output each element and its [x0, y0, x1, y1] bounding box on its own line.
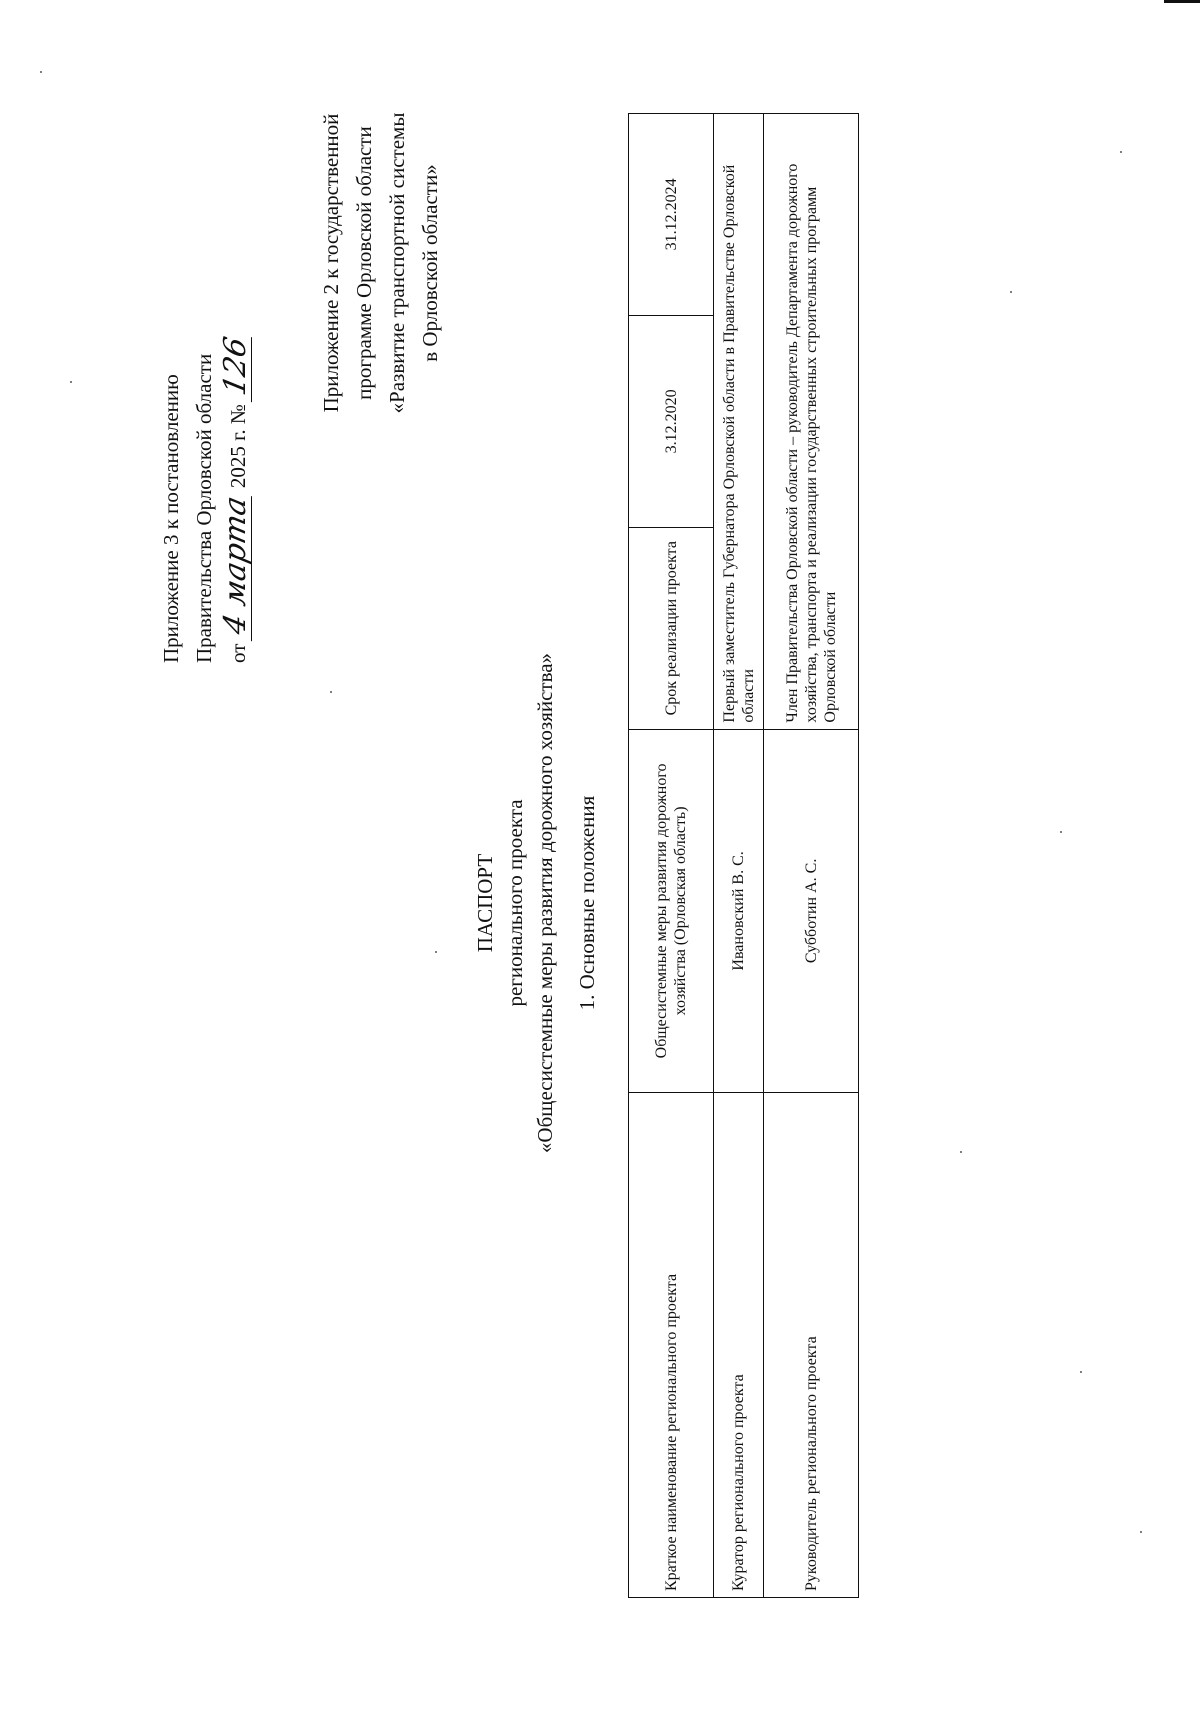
- term-label: Срок реализации проекта: [629, 527, 714, 729]
- scan-speck: [70, 381, 72, 383]
- basic-provisions-table: [628, 113, 859, 1598]
- date-prefix: от: [226, 643, 250, 663]
- appendix-3-line-1: Приложение 3 к постановлению: [159, 374, 183, 663]
- passport-heading: ПАСПОРТ: [473, 853, 497, 953]
- scan-speck: [330, 691, 332, 693]
- handwritten-date: 4 марта: [221, 490, 252, 642]
- table-row: [764, 114, 859, 1598]
- year-text: 2025 г. №: [226, 404, 250, 489]
- scan-speck: [960, 1151, 962, 1153]
- section-heading: 1. Основные положения: [575, 795, 599, 1011]
- scan-speck: [1060, 831, 1062, 833]
- appendix-3-line-2: Правительства Орловской области: [192, 353, 216, 663]
- leader-name: Субботин А. С.: [764, 729, 859, 1093]
- appendix-2-line-2: программе Орловской области: [352, 126, 376, 400]
- scan-speck: [1140, 1531, 1142, 1533]
- curator-position: Первый заместитель Губернатора Орловской области в Правительстве Орловской области: [714, 114, 764, 730]
- scan-speck: [1120, 151, 1122, 153]
- passport-title-block: [470, 553, 560, 1253]
- appendix-2-line-4: в Орловской области»: [418, 164, 442, 362]
- project-name: «Общесистемные меры развития дорожного хозяйства»: [533, 652, 557, 1154]
- leader-position: Член Правительства Орловской области – руководитель Департамента дорожного хозяйства, транспорта и реализации государственных строительных программ Орловской области: [764, 114, 859, 730]
- table-row: [714, 114, 764, 1598]
- scan-speck: [1010, 291, 1012, 293]
- appendix-3-header: [155, 143, 255, 663]
- appendix-2-header: [315, 63, 447, 463]
- table-row: [629, 114, 714, 1598]
- passport-subheading: регионального проекта: [503, 799, 527, 1007]
- leader-label: Руководитель регионального проекта: [764, 1093, 859, 1598]
- short-name-value: Общесистемные меры развития дорожного хозяйства (Орловская область): [629, 729, 714, 1093]
- scan-speck: [435, 951, 437, 953]
- scan-speck: [40, 71, 42, 73]
- appendix-2-line-3: «Развитие транспортной системы: [385, 112, 409, 414]
- start-date: 3.12.2020: [629, 315, 714, 527]
- curator-name: Ивановский В. С.: [714, 729, 764, 1093]
- short-name-label: Краткое наименование регионального проекта: [629, 1093, 714, 1598]
- handwritten-number: 126: [221, 330, 252, 402]
- appendix-3-date-line: [218, 143, 255, 663]
- end-date: 31.12.2024: [629, 114, 714, 316]
- scan-speck: [1080, 1371, 1082, 1373]
- appendix-2-line-1: Приложение 2 к государственной: [319, 113, 343, 413]
- curator-label: Куратор регионального проекта: [714, 1093, 764, 1598]
